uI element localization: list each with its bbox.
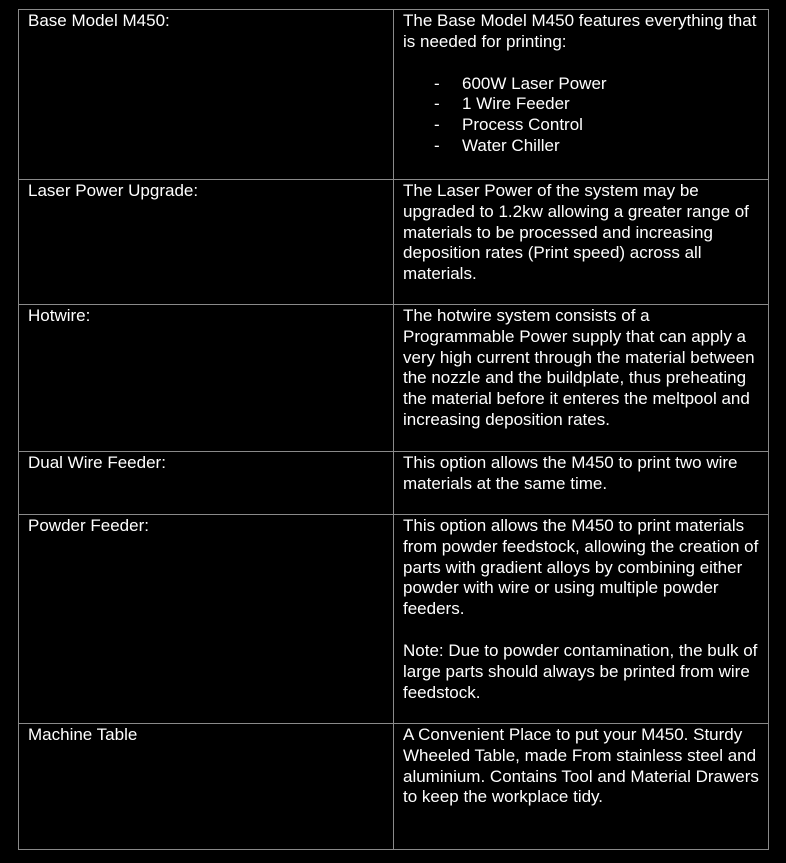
table-row-powder-feeder xyxy=(19,515,769,724)
option-label-cell xyxy=(19,10,394,180)
list-item: - 600W Laser Power xyxy=(434,73,607,93)
option-description-cell xyxy=(394,10,769,180)
option-label: Machine Table xyxy=(28,725,138,744)
list-dash: - xyxy=(434,115,440,135)
list-dash: - xyxy=(434,94,440,114)
option-description: This option allows the M450 to print materials from powder feedstock, allowing the creation of parts with gradient alloys by combining either powder with wire or using multiple powder feeders. xyxy=(403,516,759,619)
list-dash: - xyxy=(434,135,440,155)
options-table xyxy=(18,9,769,850)
option-label: Powder Feeder: xyxy=(28,516,149,535)
table-row-machine-table xyxy=(19,724,769,850)
table-row-dual-wire xyxy=(19,452,769,515)
option-description: The Laser Power of the system may be upgraded to 1.2kw allowing a greater range of materials to be processed and increasing deposition rates (Print speed) across all materials. xyxy=(403,181,749,284)
option-description-cell xyxy=(394,515,769,724)
option-description: A Convenient Place to put your M450. Sturdy Wheeled Table, made From stainless steel and aluminium. Contains Tool and Material Drawers to keep the workplace tidy. xyxy=(403,725,759,807)
list-item: - Process Control xyxy=(434,115,583,135)
option-description: This option allows the M450 to print two wire materials at the same time. xyxy=(403,453,738,493)
option-description-cell xyxy=(394,724,769,850)
option-label-cell xyxy=(19,724,394,850)
option-description-cell xyxy=(394,452,769,515)
option-description-cell xyxy=(394,180,769,305)
option-label: Base Model M450: xyxy=(28,11,170,30)
option-description: The Base Model M450 features everything that is needed for printing: xyxy=(403,11,757,51)
list-item: - Water Chiller xyxy=(434,135,560,155)
option-label-cell xyxy=(19,515,394,724)
table-row-base-model xyxy=(19,10,769,180)
option-label: Hotwire: xyxy=(28,306,91,325)
option-description: The hotwire system consists of a Programmable Power supply that can apply a very high current through the material between the nozzle and the buildplate, thus preheating the material before it enteres the meltpool and increasing deposition rates. xyxy=(403,306,755,429)
table-row-laser-power xyxy=(19,180,769,305)
table-row-hotwire xyxy=(19,305,769,452)
option-note: Note: Due to powder contamination, the bulk of large parts should always be printed from wire feedstock. xyxy=(403,640,758,702)
list-dash: - xyxy=(434,73,440,93)
feature-list xyxy=(403,74,759,157)
list-item: - 1 Wire Feeder xyxy=(434,94,570,114)
option-label-cell xyxy=(19,452,394,515)
option-label-cell xyxy=(19,180,394,305)
option-label: Dual Wire Feeder: xyxy=(28,453,166,472)
option-label: Laser Power Upgrade: xyxy=(28,181,199,200)
option-label-cell xyxy=(19,305,394,452)
option-description-cell xyxy=(394,305,769,452)
